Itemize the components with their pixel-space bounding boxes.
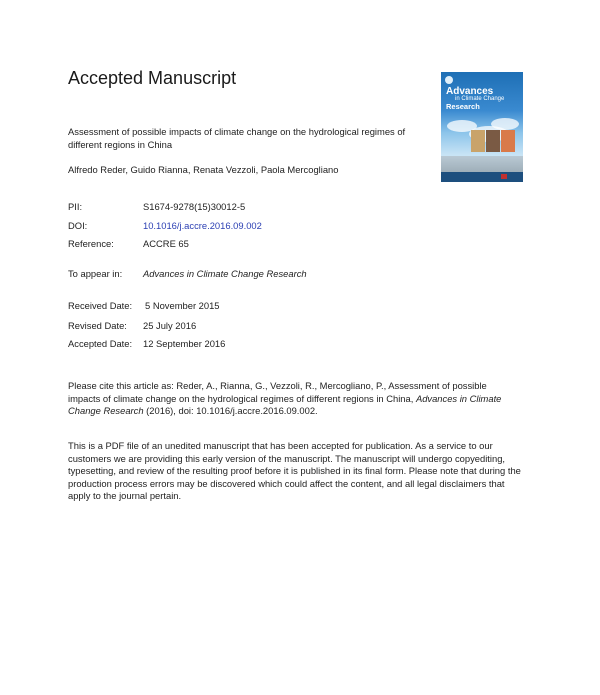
disclaimer-paragraph: This is a PDF file of an unedited manuscript that has been accepted for publication. As a service to our customers we are providing this early version of the manuscript. The manuscript will undergo copyediting, typesetting, and review of the resulting proof before it is published in its final form. Please note that during the production process errors may be discovered which could affect the content, and all legal disclaimers that apply to the journal pertain. [68, 440, 521, 502]
publisher-logo-icon [445, 76, 453, 84]
accepted-label: Accepted Date: [68, 338, 133, 349]
pii-label: PII: [68, 201, 83, 212]
received-value: 5 November 2015 [145, 300, 220, 311]
citation-journal: Advances in Climate Change Research [68, 392, 502, 417]
reference-label: Reference: [68, 238, 114, 249]
revised-value: 25 July 2016 [143, 320, 197, 331]
cover-title-line3: Research [446, 102, 480, 111]
cover-cloud [491, 118, 519, 130]
cover-publisher-mark [501, 174, 507, 179]
citation-paragraph [68, 380, 518, 418]
cover-bottom-strip [441, 172, 523, 182]
cover-photo-tile [471, 130, 485, 152]
page-heading: Accepted Manuscript [68, 68, 237, 88]
cover-title-line2: in Climate Change [455, 96, 505, 102]
cover-photo-tile [486, 130, 500, 152]
article-authors: Alfredo Reder, Guido Rianna, Renata Vezzoli, Paola Mercogliano [68, 164, 339, 175]
cover-title-line1: Advances [446, 86, 494, 97]
doi-link[interactable]: 10.1016/j.accre.2016.09.002 [143, 220, 262, 231]
citation-prefix: Please cite this article as: Reder, A., Rianna, G., Vezzoli, R., Mercogliano, P., Assessment of possible impacts of climate change on the hydrological regimes of different regions in China, [68, 380, 487, 404]
received-label: Received Date: [68, 300, 133, 311]
cover-photo-tile [501, 130, 515, 152]
pii-value: S1674-9278(15)30012-5 [143, 201, 246, 212]
accepted-value: 12 September 2016 [143, 338, 226, 349]
citation-suffix: (2016), doi: 10.1016/j.accre.2016.09.002. [143, 405, 318, 417]
journal-name: Advances in Climate Change Research [143, 268, 307, 279]
journal-cover-image [441, 72, 523, 182]
article-title: Assessment of possible impacts of climate change on the hydrological regimes of different regions in China [68, 126, 406, 150]
reference-value: ACCRE 65 [143, 238, 189, 249]
revised-label: Revised Date: [68, 320, 127, 331]
appear-label: To appear in: [68, 268, 123, 279]
doi-label: DOI: [68, 220, 88, 231]
